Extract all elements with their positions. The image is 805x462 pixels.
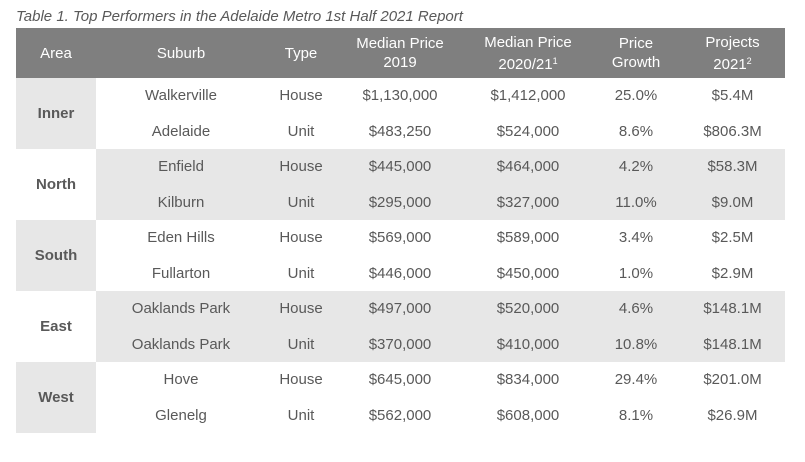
table-row (16, 291, 785, 327)
projects-cell: $5.4M (680, 78, 785, 114)
area-cell: North (16, 149, 96, 220)
header-growth-line2: Growth (611, 54, 661, 71)
header-median-2019-line2: 2019 (383, 54, 417, 71)
footnote-marker-2: 2 (746, 55, 752, 66)
area-cell: East (16, 291, 96, 362)
growth-cell: 3.4% (592, 220, 680, 256)
type-cell: House (266, 149, 336, 185)
header-median-2019 (336, 28, 464, 78)
type-cell: House (266, 362, 336, 398)
suburb-cell: Oaklands Park (96, 291, 266, 327)
median2019-cell: $483,250 (336, 114, 464, 150)
table-row (16, 78, 785, 114)
table-row (16, 362, 785, 398)
median2019-cell: $569,000 (336, 220, 464, 256)
growth-cell: 29.4% (592, 362, 680, 398)
header-growth (592, 28, 680, 78)
header-median-2021-line1: Median Price (484, 33, 572, 51)
projects-cell: $2.9M (680, 256, 785, 292)
table-row (16, 398, 785, 434)
table-row (16, 185, 785, 221)
type-cell: Unit (266, 185, 336, 221)
projects-cell: $58.3M (680, 149, 785, 185)
median2021-cell: $834,000 (464, 362, 592, 398)
median2021-cell: $589,000 (464, 220, 592, 256)
median2019-cell: $497,000 (336, 291, 464, 327)
header-suburb: Suburb (96, 28, 266, 78)
header-area: Area (16, 28, 96, 78)
median2019-cell: $446,000 (336, 256, 464, 292)
table-row (16, 114, 785, 150)
type-cell: House (266, 78, 336, 114)
suburb-cell: Enfield (96, 149, 266, 185)
area-cell: West (16, 362, 96, 433)
type-cell: Unit (266, 327, 336, 363)
suburb-cell: Adelaide (96, 114, 266, 150)
suburb-cell: Walkerville (96, 78, 266, 114)
projects-cell: $9.0M (680, 185, 785, 221)
table-row (16, 149, 785, 185)
header-median-2021-line2: 2020/21 (498, 55, 553, 73)
median2019-cell: $645,000 (336, 362, 464, 398)
header-median-2021 (464, 28, 592, 78)
projects-cell: $26.9M (680, 398, 785, 434)
growth-cell: 1.0% (592, 256, 680, 292)
type-cell: House (266, 291, 336, 327)
growth-cell: 8.6% (592, 114, 680, 150)
suburb-cell: Glenelg (96, 398, 266, 434)
median2021-cell: $520,000 (464, 291, 592, 327)
suburb-cell: Eden Hills (96, 220, 266, 256)
type-cell: Unit (266, 256, 336, 292)
projects-cell: $2.5M (680, 220, 785, 256)
header-type: Type (266, 28, 336, 78)
median2019-cell: $295,000 (336, 185, 464, 221)
table-row (16, 256, 785, 292)
table-caption: Table 1. Top Performers in the Adelaide Metro 1st Half 2021 Report (16, 8, 463, 25)
median2019-cell: $370,000 (336, 327, 464, 363)
suburb-cell: Kilburn (96, 185, 266, 221)
median2021-cell: $608,000 (464, 398, 592, 434)
header-projects-line1: Projects (705, 33, 760, 51)
suburb-cell: Fullarton (96, 256, 266, 292)
suburb-cell: Hove (96, 362, 266, 398)
growth-cell: 8.1% (592, 398, 680, 434)
median2021-cell: $410,000 (464, 327, 592, 363)
table-row (16, 327, 785, 363)
projects-cell: $806.3M (680, 114, 785, 150)
type-cell: House (266, 220, 336, 256)
table-row (16, 220, 785, 256)
median2021-cell: $450,000 (464, 256, 592, 292)
suburb-cell: Oaklands Park (96, 327, 266, 363)
type-cell: Unit (266, 398, 336, 434)
header-growth-line1: Price (618, 35, 654, 52)
median2019-cell: $562,000 (336, 398, 464, 434)
projects-cell: $148.1M (680, 291, 785, 327)
performers-table (16, 28, 785, 433)
growth-cell: 4.6% (592, 291, 680, 327)
footnote-marker-1: 1 (552, 55, 558, 66)
projects-cell: $148.1M (680, 327, 785, 363)
median2021-cell: $327,000 (464, 185, 592, 221)
type-cell: Unit (266, 114, 336, 150)
growth-cell: 4.2% (592, 149, 680, 185)
projects-cell: $201.0M (680, 362, 785, 398)
median2019-cell: $1,130,000 (336, 78, 464, 114)
header-row (16, 28, 785, 78)
median2019-cell: $445,000 (336, 149, 464, 185)
header-median-2019-line1: Median Price (356, 35, 444, 52)
header-projects (680, 28, 785, 78)
growth-cell: 10.8% (592, 327, 680, 363)
median2021-cell: $1,412,000 (464, 78, 592, 114)
growth-cell: 25.0% (592, 78, 680, 114)
header-projects-line2: 2021 (713, 55, 747, 73)
median2021-cell: $464,000 (464, 149, 592, 185)
area-cell: Inner (16, 78, 96, 149)
area-cell: South (16, 220, 96, 291)
median2021-cell: $524,000 (464, 114, 592, 150)
growth-cell: 11.0% (592, 185, 680, 221)
